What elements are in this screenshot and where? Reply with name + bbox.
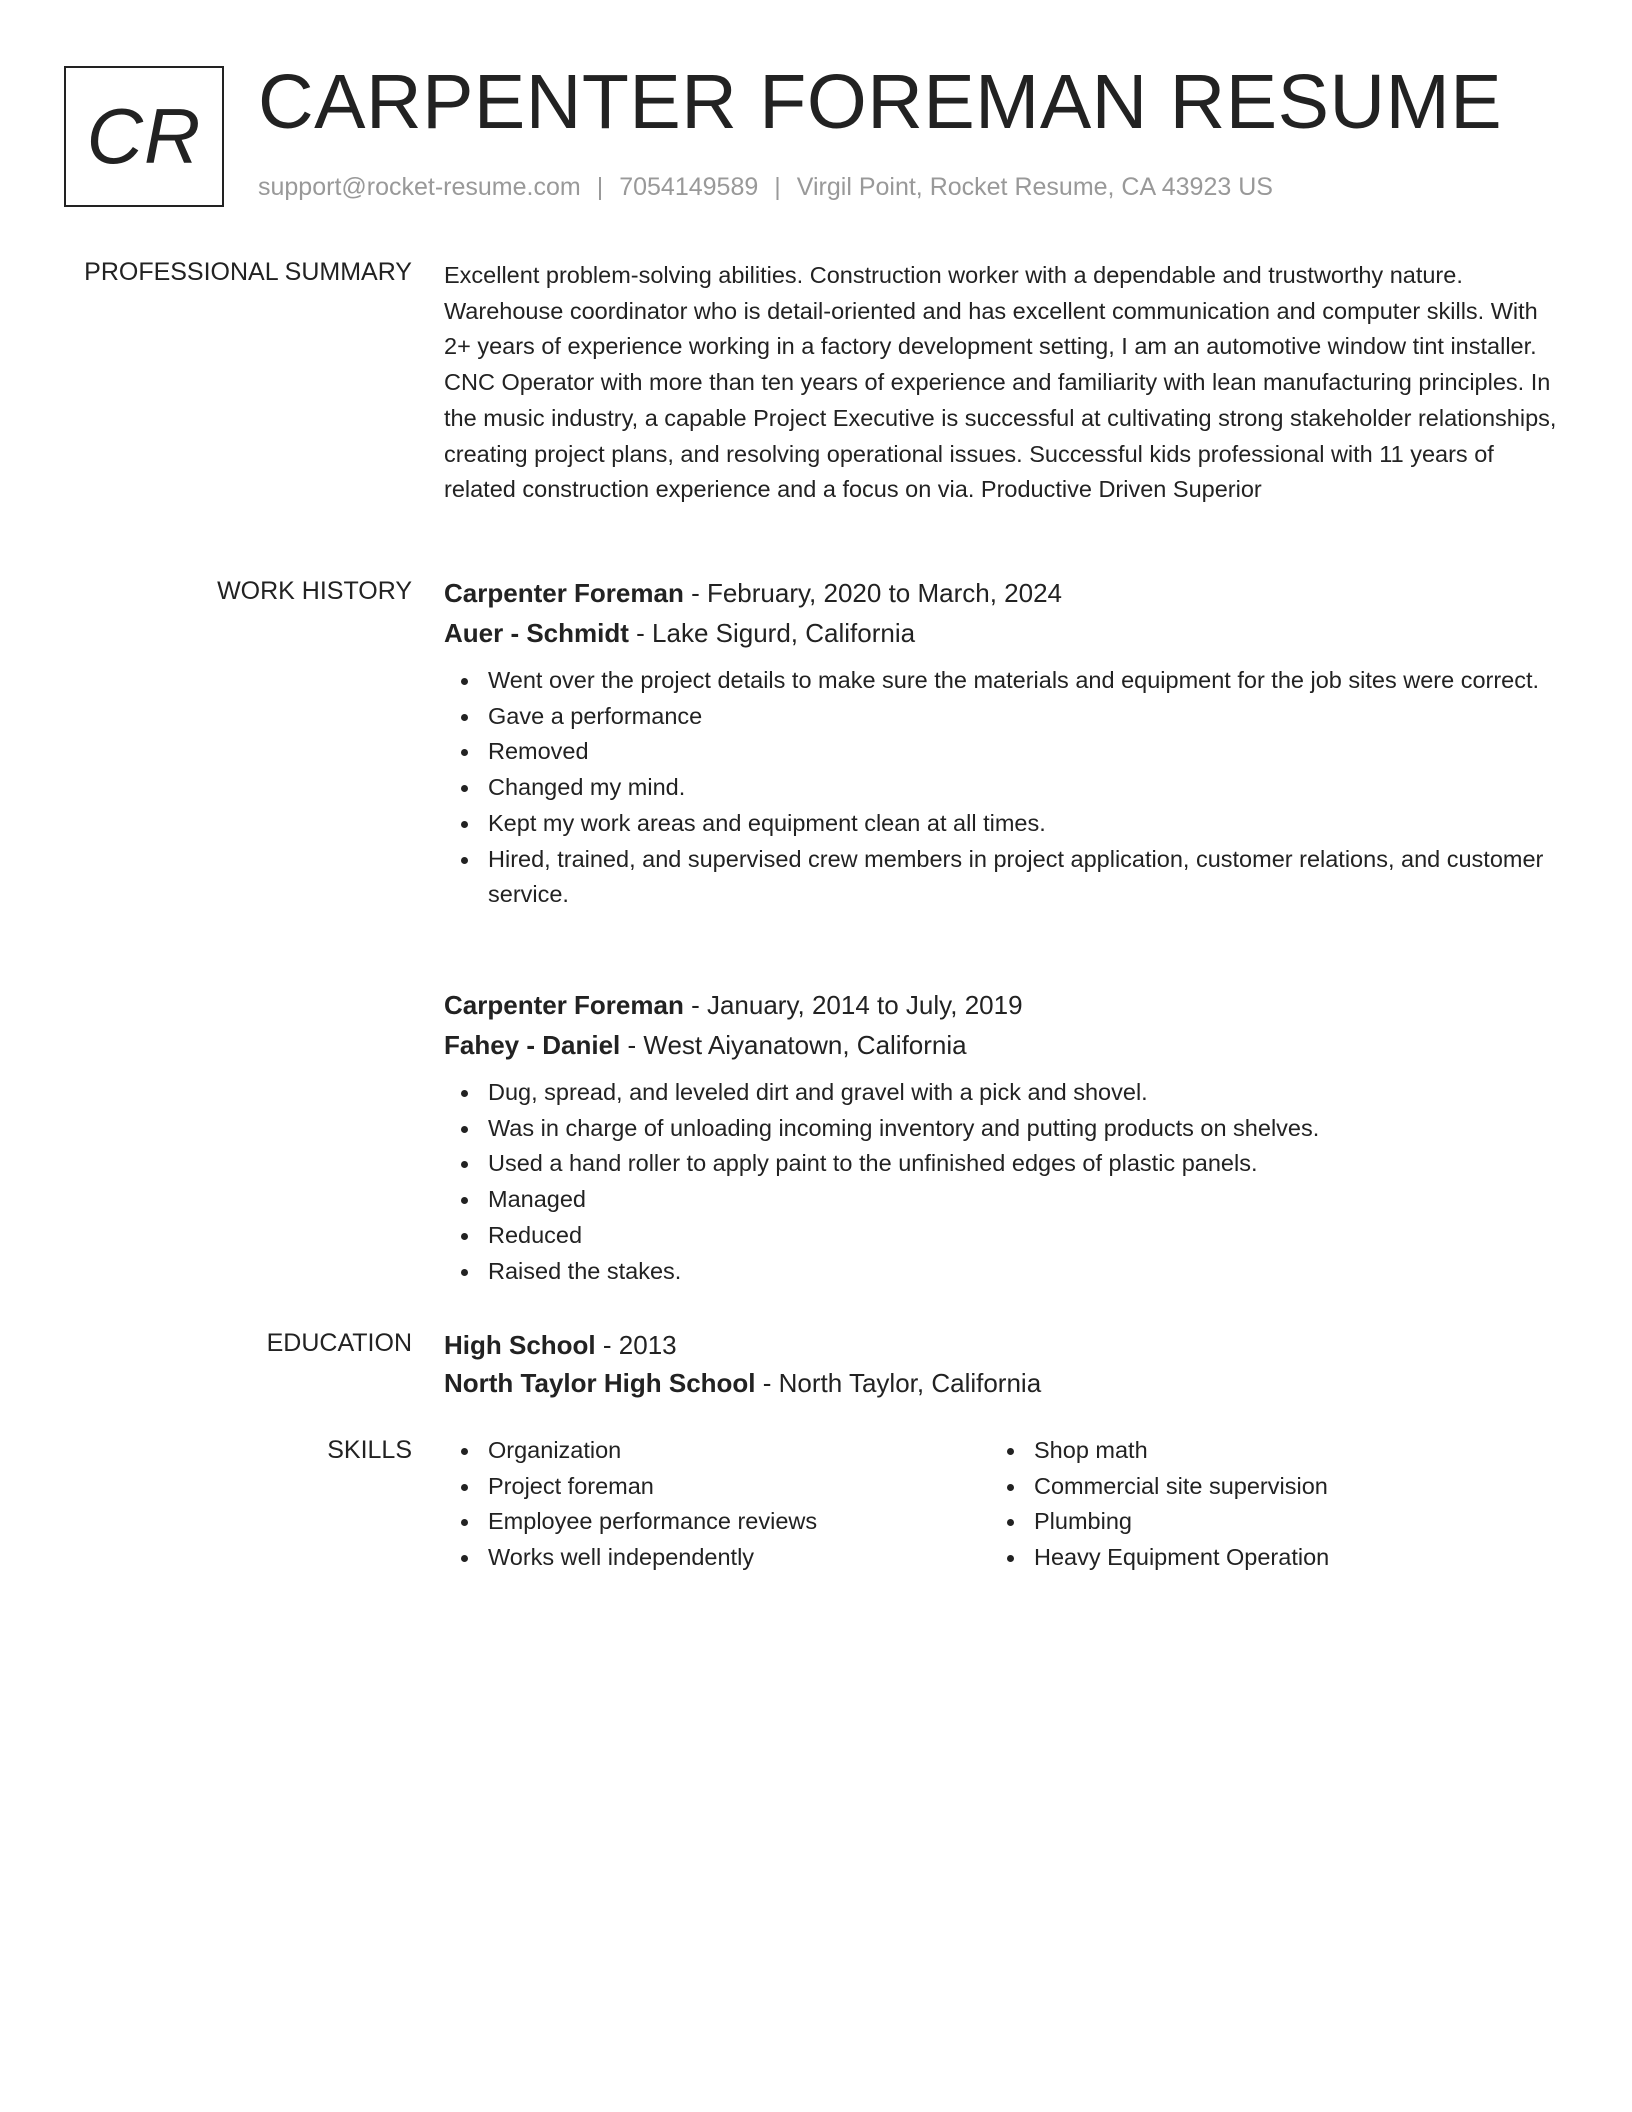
education-school: North Taylor High School [444,1368,756,1398]
job-title: Carpenter Foreman [444,578,684,608]
skills-column-right [990,1433,1536,1576]
job-duties-list [444,663,1560,913]
section-label-summary: PROFESSIONAL SUMMARY [84,258,412,286]
job-company: Fahey - Daniel [444,1030,621,1060]
education-location: - North Taylor, California [755,1368,1042,1398]
list-item: Plumbing [990,1504,1536,1540]
list-item: Organization [444,1433,990,1469]
resume-title: CARPENTER FOREMAN RESUME [258,59,1503,145]
job-company-line [444,613,1560,653]
list-item: Used a hand roller to apply paint to the unfinished edges of plastic panels. [444,1146,1560,1182]
list-item: Went over the project details to make sure the materials and equipment for the job sites were correct. [444,663,1560,699]
job-title-line [444,985,1560,1025]
list-item: Reduced [444,1218,1560,1254]
list-item: Gave a performance [444,699,1560,735]
skills-grid [444,1433,1560,1576]
education-year: - 2013 [595,1330,677,1360]
contact-address: Virgil Point, Rocket Resume, CA 43923 US [796,173,1273,201]
list-item: Hired, trained, and supervised crew members in project application, customer relations, and customer service. [444,842,1560,913]
monogram-box [64,66,224,207]
education-school-line [444,1364,1560,1402]
skills-list-right [990,1433,1536,1576]
list-item: Works well independently [444,1540,990,1576]
list-item: Employee performance reviews [444,1504,990,1540]
job-entry [444,985,1560,1289]
job-dates: - February, 2020 to March, 2024 [683,578,1062,608]
contact-separator: | [774,173,781,201]
list-item: Project foreman [444,1469,990,1505]
list-item: Managed [444,1182,1560,1218]
contact-line [258,173,1273,202]
job-entry [444,573,1560,913]
job-duties-list [444,1075,1560,1289]
job-location: - Lake Sigurd, California [628,618,916,648]
list-item: Removed [444,734,1560,770]
contact-email[interactable]: support@rocket-resume.com [258,173,581,201]
list-item: Changed my mind. [444,770,1560,806]
section-label-education: EDUCATION [266,1329,412,1357]
job-company-line [444,1025,1560,1065]
list-item: Kept my work areas and equipment clean at all times. [444,806,1560,842]
contact-separator: | [596,173,604,201]
contact-phone[interactable]: 7054149589 [619,173,759,201]
education-degree: High School [444,1330,596,1360]
list-item: Shop math [990,1433,1536,1469]
job-company: Auer - Schmidt [444,618,629,648]
section-label-skills: SKILLS [327,1436,412,1464]
list-item: Heavy Equipment Operation [990,1540,1536,1576]
job-location: - West Aiyanatown, California [620,1030,967,1060]
education-entry [444,1326,1560,1402]
skills-list-left [444,1433,990,1576]
job-title-line [444,573,1560,613]
monogram-initials: CR [86,92,202,180]
job-title: Carpenter Foreman [444,990,684,1020]
job-dates: - January, 2014 to July, 2019 [683,990,1023,1020]
list-item: Raised the stakes. [444,1254,1560,1290]
list-item: Was in charge of unloading incoming inventory and putting products on shelves. [444,1111,1560,1147]
list-item: Commercial site supervision [990,1469,1536,1505]
summary-text: Excellent problem-solving abilities. Construction worker with a dependable and trustworthy nature. Warehouse coordinator who is detail-oriented and has excellent communication and computer skills. With 2+ years of experience working in a factory development setting, I am an automotive window tint installer. CNC Operator with more than ten years of experience and familiarity with lean manufacturing principles. In the music industry, a capable Project Executive is successful at cultivating strong stakeholder relationships, creating project plans, and resolving operational issues. Successful kids professional with 11 years of related construction experience and a focus on via. Productive Driven Superior [444,262,1557,503]
section-label-work-history: WORK HISTORY [217,577,412,605]
list-item: Dug, spread, and leveled dirt and gravel with a pick and shovel. [444,1075,1560,1111]
skills-column-left [444,1433,990,1576]
education-degree-line [444,1326,1560,1364]
